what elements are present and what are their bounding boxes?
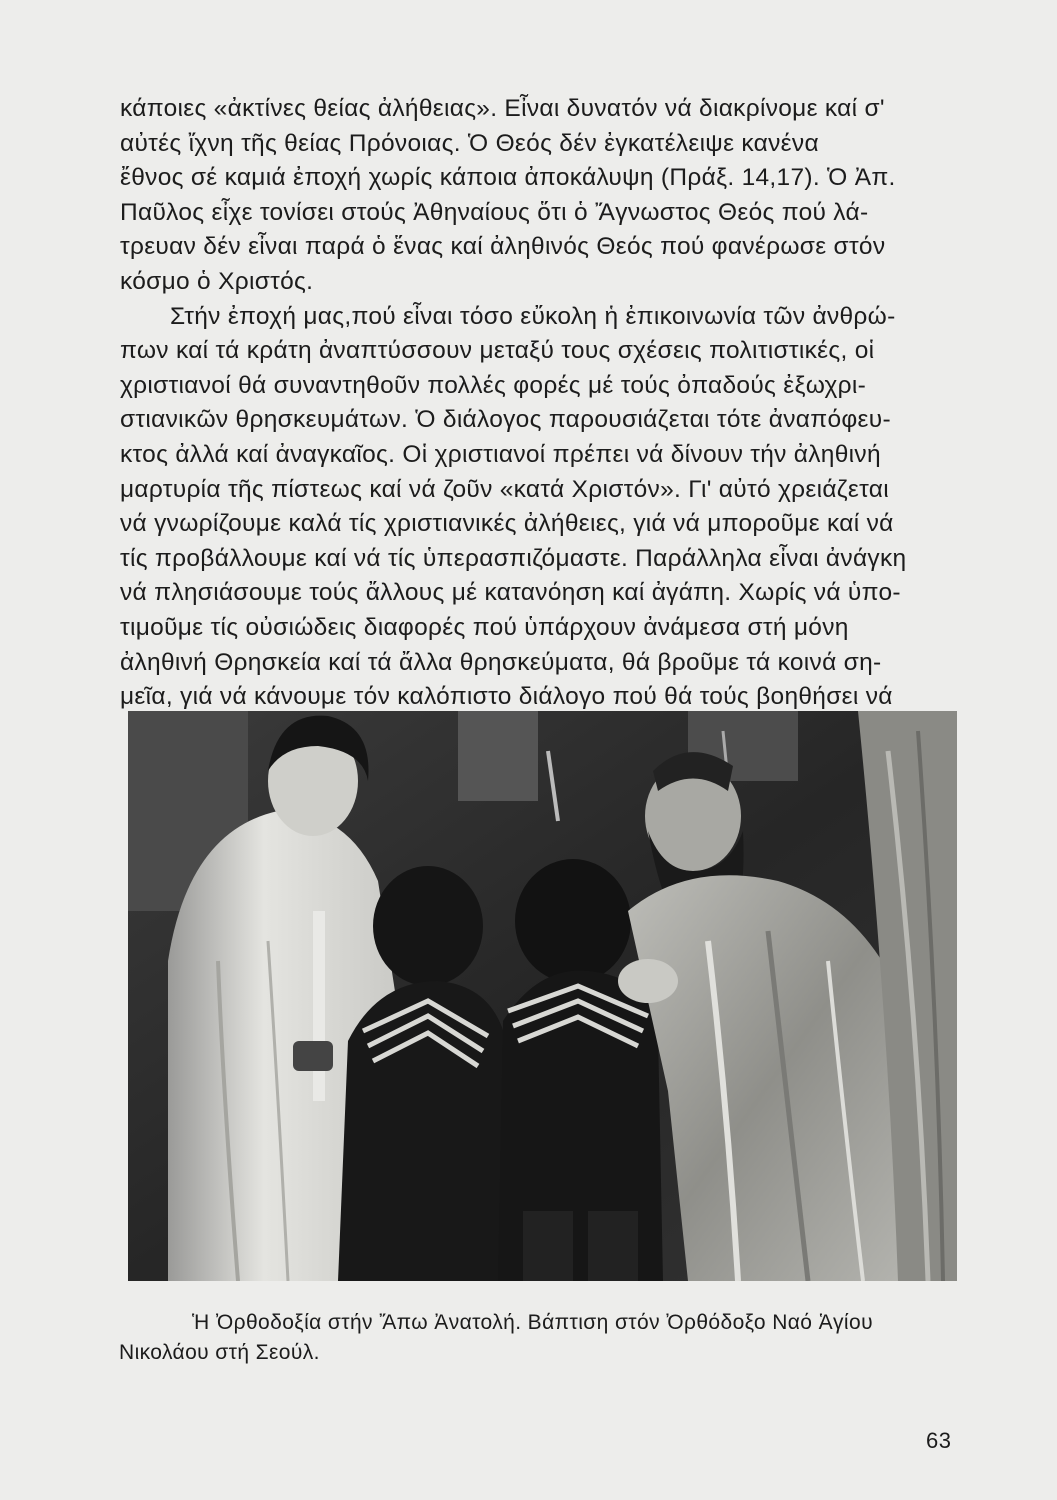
baptism-photo xyxy=(128,711,957,1281)
text-line: κάποιες «ἀκτίνες θείας ἀλήθειας». Εἶναι δυνατόν νά διακρίνομε καί σ' xyxy=(120,95,885,122)
caption-line: Ἡ Ὀρθοδοξία στήν Ἄπω Ἀνατολή. Βάπτιση στόν Ὀρθόδοξο Ναό Ἁγίου xyxy=(192,1311,873,1334)
text-line: ἔθνος σέ καμιά ἐποχή χωρίς κάποια ἀποκάλυψη (Πράξ. 14,17). Ὁ Ἀπ. xyxy=(120,164,896,192)
text-line: κτος ἀλλά καί ἀναγκαῖος. Οἱ χριστιανοί πρέπει νά δίνουν τήν ἀληθινή xyxy=(120,440,881,468)
text-line: ἀληθινή Θρησκεία καί τά ἄλλα θρησκεύματα, θά βροῦμε τά κοινά ση- xyxy=(120,648,882,676)
text-line: κόσμο ὁ Χριστός. xyxy=(120,267,314,295)
text-line: νά πλησιάσουμε τούς ἄλλους μέ κατανόηση καί ἀγάπη. Χωρίς νά ὑπο- xyxy=(120,579,901,607)
text-line: πων καί τά κράτη ἀναπτύσσουν μεταξύ τους σχέσεις πολιτιστικές, οἱ xyxy=(120,337,875,365)
text-line: αὐτές ἴχνη τῆς θείας Πρόνοιας. Ὁ Θεός δέν ἐγκατέλειψε κανένα xyxy=(120,129,819,157)
text-line: νά γνωρίζουμε καλά τίς χριστιανικές ἀλήθειες, γιά νά μποροῦμε καί νά xyxy=(120,510,894,538)
body-text xyxy=(120,92,960,715)
text-line: τρευαν δέν εἶναι παρά ὁ ἕνας καί ἀληθινός Θεός πού φανέρωσε στόν xyxy=(120,233,886,261)
text-line: Στήν ἐποχή μας,πού εἶναι τόσο εὔκολη ἡ ἐπικοινωνία τῶν ἀνθρώ- xyxy=(170,302,896,330)
text-line: χριστιανοί θά συναντηθοῦν πολλές φορές μέ τούς ὀπαδούς ἐξωχρι- xyxy=(120,371,867,399)
text-line: μεῖα, γιά νά κάνουμε τόν καλόπιστο διάλογο πού θά τούς βοηθήσει νά xyxy=(120,683,893,711)
text-line: τίς προβάλλουμε καί νά τίς ὑπερασπιζόμαστε. Παράλληλα εἶναι ἀνάγκη xyxy=(120,544,907,572)
caption-line: Νικολάου στή Σεούλ. xyxy=(119,1341,320,1364)
photo-illustration xyxy=(128,711,957,1281)
page-number: 63 xyxy=(926,1428,952,1453)
photo-caption xyxy=(119,1308,972,1368)
text-line: τιμοῦμε τίς οὐσιώδεις διαφορές πού ὑπάρχουν ἀνάμεσα στή μόνη xyxy=(120,613,849,641)
text-line: Παῦλος εἶχε τονίσει στούς Ἀθηναίους ὅτι ὁ Ἄγνωστος Θεός πού λά- xyxy=(120,198,869,226)
text-line: μαρτυρία τῆς πίστεως καί νά ζοῦν «κατά Χριστόν». Γι' αὐτό χρειάζεται xyxy=(120,475,889,503)
text-line: στιανικῶν θρησκευμάτων. Ὁ διάλογος παρουσιάζεται τότε ἀναπόφευ- xyxy=(120,406,891,434)
